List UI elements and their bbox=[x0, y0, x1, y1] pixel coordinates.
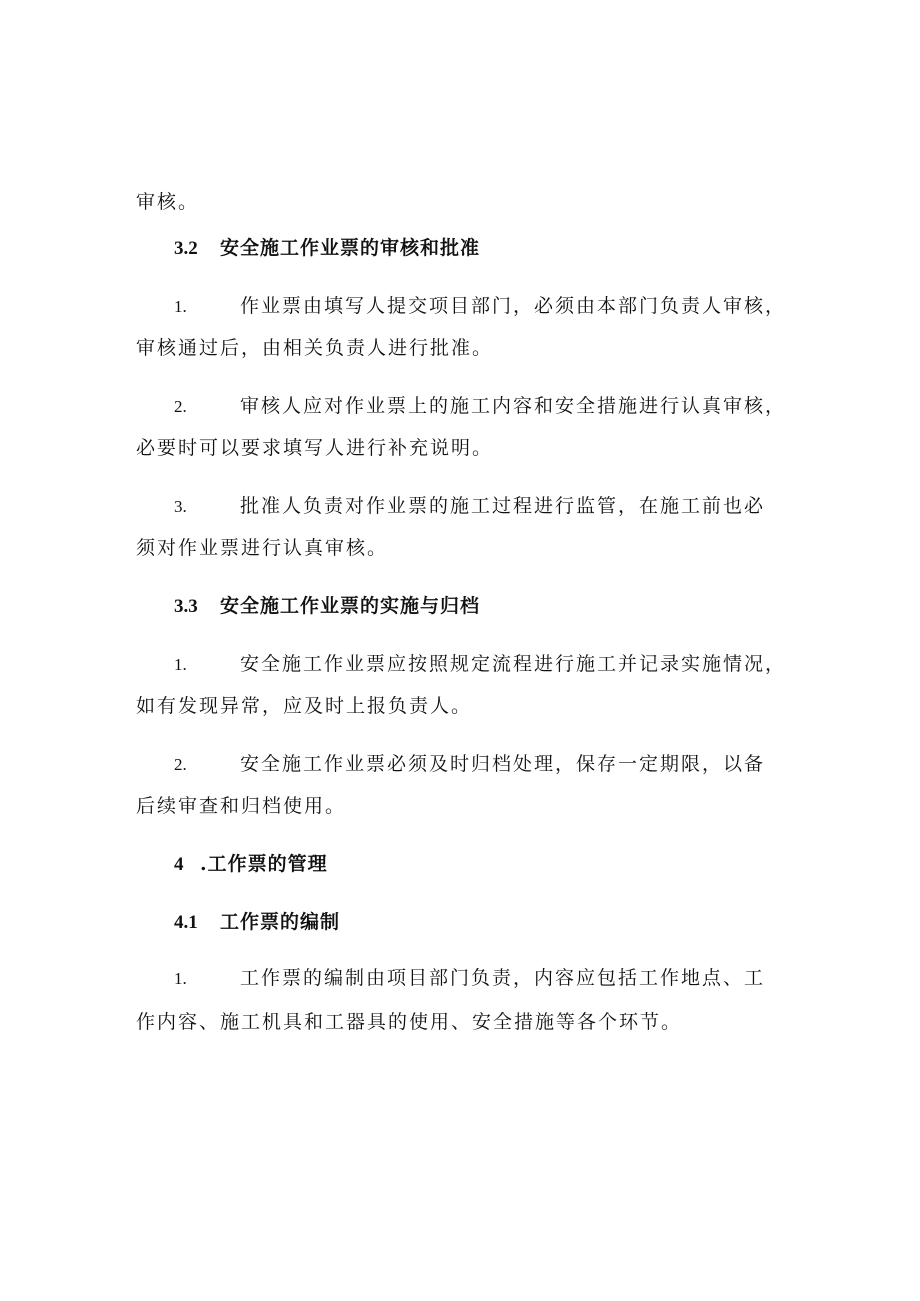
chapter-title: .工作票的管理 bbox=[200, 853, 328, 875]
section-number: 3.2 bbox=[174, 238, 198, 259]
section-title: 安全施工作业票的审核和批准 bbox=[220, 237, 481, 259]
list-item-continuation: 后续审查和归档使用。 bbox=[136, 795, 347, 817]
list-item-continuation: 如有发现异常，应及时上报负责人。 bbox=[136, 695, 473, 717]
section-heading-4-1 bbox=[174, 910, 340, 935]
item-text: 作业票由填写人提交项目部门，必须由本部门负责人审核， bbox=[240, 295, 787, 317]
section-number: 4.1 bbox=[174, 912, 198, 933]
chapter-heading-4 bbox=[174, 852, 328, 877]
list-item-first-line bbox=[174, 394, 786, 419]
list-item-first-line bbox=[174, 652, 786, 677]
continuation-text: 审核。 bbox=[136, 191, 200, 213]
item-number: 1. bbox=[174, 969, 187, 988]
item-text: 批准人负责对作业票的施工过程进行监管，在施工前也必 bbox=[240, 495, 766, 517]
list-item-first-line bbox=[174, 752, 765, 777]
item-number: 2. bbox=[174, 397, 187, 416]
list-item-continuation: 作内容、施工机具和工器具的使用、安全措施等各个环节。 bbox=[136, 1011, 683, 1033]
item-number: 1. bbox=[174, 655, 187, 674]
section-number: 3.3 bbox=[174, 596, 198, 617]
section-heading-3-2 bbox=[174, 236, 480, 261]
list-item-continuation: 审核通过后，由相关负责人进行批准。 bbox=[136, 337, 494, 359]
item-text: 安全施工作业票必须及时归档处理，保存一定期限，以备 bbox=[240, 753, 766, 775]
list-item-continuation: 须对作业票进行认真审核。 bbox=[136, 537, 389, 559]
item-number: 2. bbox=[174, 755, 187, 774]
list-item-first-line bbox=[174, 966, 765, 991]
item-text: 工作票的编制由项目部门负责，内容应包括工作地点、工 bbox=[240, 967, 766, 989]
section-title: 安全施工作业票的实施与归档 bbox=[220, 595, 481, 617]
list-item-first-line bbox=[174, 494, 765, 519]
list-item-continuation: 必要时可以要求填写人进行补充说明。 bbox=[136, 437, 494, 459]
list-item-first-line bbox=[174, 294, 786, 319]
item-number: 3. bbox=[174, 497, 187, 516]
item-text: 安全施工作业票应按照规定流程进行施工并记录实施情况， bbox=[240, 653, 787, 675]
chapter-number: 4 bbox=[174, 854, 184, 875]
item-text: 审核人应对作业票上的施工内容和安全措施进行认真审核， bbox=[240, 395, 787, 417]
section-heading-3-3 bbox=[174, 594, 480, 619]
section-title: 工作票的编制 bbox=[220, 911, 341, 933]
item-number: 1. bbox=[174, 297, 187, 316]
